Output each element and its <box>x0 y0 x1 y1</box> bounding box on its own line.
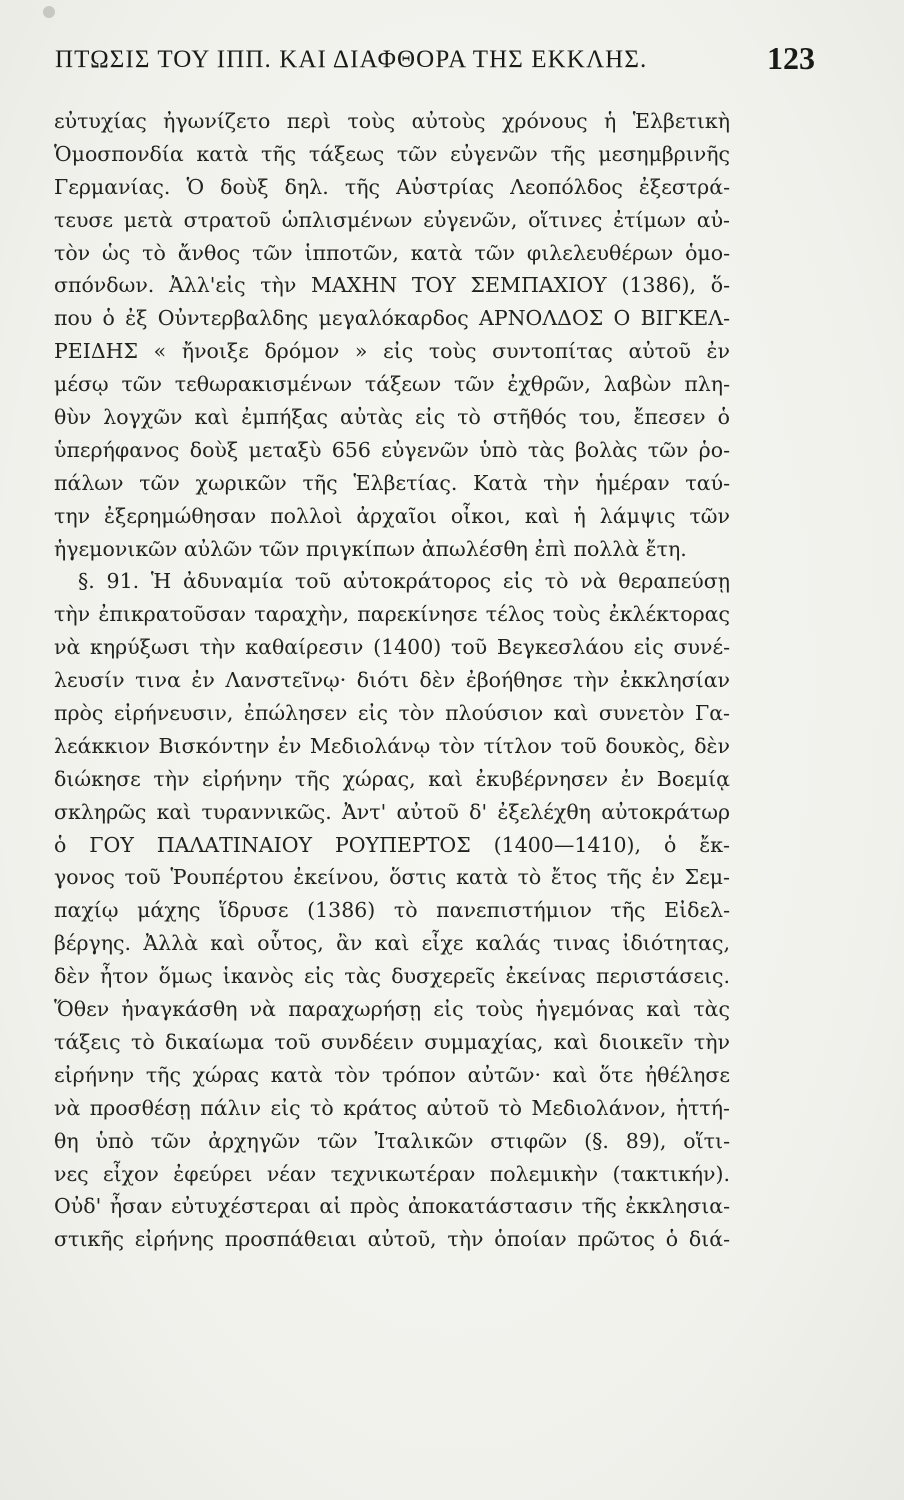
text-line: νες εἶχον ἐφεύρει νέαν τεχνικωτέραν πολεμικὴν (τακτικήν). <box>54 1161 730 1186</box>
text-line: Γερμανίας. Ὁ δοὺξ δηλ. τῆς Αὐστρίας Λεοπόλδος ἐξεστρά- <box>54 174 730 199</box>
text-line: δὲν ἦτον ὅμως ἱκανὸς εἰς τὰς δυσχερεῖς ἐκείνας περιστάσεις. <box>54 964 730 989</box>
section-start-line: §. 91. Ἡ ἀδυναμία τοῦ αὐτοκράτορος εἰς τὸ νὰ θεραπεύσῃ <box>78 569 730 594</box>
text-line: εἰρήνην τῆς χώρας κατὰ τὸν τρόπον αὐτῶν· καὶ ὅτε ἠθέλησε <box>54 1062 730 1087</box>
text-line: τευσε μετὰ στρατοῦ ὡπλισμένων εὐγενῶν, οἵτινες ἐτίμων αὐ- <box>54 207 730 232</box>
text-line: τάξεις τὸ δικαίωμα τοῦ συνδέειν συμμαχίας, καὶ διοικεῖν τὴν <box>54 1029 730 1054</box>
text-line: ἡγεμονικῶν αὐλῶν τῶν πριγκίπων ἀπωλέσθη ἐπὶ πολλὰ ἔτη. <box>54 536 687 561</box>
text-line: μέσῳ τῶν τεθωρακισμένων τάξεων τῶν ἐχθρῶν, λαβὼν πλη- <box>54 372 730 397</box>
text-line: βέργης. Ἀλλὰ καὶ οὗτος, ἂν καὶ εἶχε καλάς τινας ἰδιότητας, <box>54 931 730 956</box>
text-line: τὴν ἐπικρατοῦσαν ταραχὴν, παρεκίνησε τέλος τοὺς ἐκλέκτορας <box>54 602 730 627</box>
text-line: τὸν ὡς τὸ ἄνθος τῶν ἱπποτῶν, κατὰ τῶν φιλελευθέρων ὁμο- <box>54 240 730 265</box>
page-number: 123 <box>767 40 815 76</box>
text-line: εὐτυχίας ἠγωνίζετο περὶ τοὺς αὐτοὺς χρόνους ἡ Ἑλβετικὴ <box>54 109 730 133</box>
text-line: σκληρῶς καὶ τυραννικῶς. Ἀντ' αὐτοῦ δ' ἐξελέχθη αὐτοκράτωρ <box>54 799 730 824</box>
text-line: ὑπερήφανος δοὺξ μεταξὺ 656 εὐγενῶν ὑπὸ τὰς βολὰς τῶν ῥο- <box>54 437 730 462</box>
text-line: λευσίν τινα ἐν Λανστεῖνῳ· διότι δὲν ἐβοήθησε τὴν ἐκκλησίαν <box>54 668 730 693</box>
text-line: Οὐδ' ἦσαν εὐτυχέστεραι αἱ πρὸς ἀποκατάστασιν τῆς ἐκκλησια- <box>54 1194 730 1219</box>
text-line: Ὅθεν ἠναγκάσθη νὰ παραχωρήσῃ εἰς τοὺς ἡγεμόνας καὶ τὰς <box>54 997 730 1022</box>
text-line: λεάκκιον Βισκόντην ἐν Μεδιολάνῳ τὸν τίτλον τοῦ δουκὸς, δὲν <box>54 733 730 758</box>
text-line: που ὁ ἐξ Οὐντερβαλδης μεγαλόκαρδος ΑΡΝΟΛΔΟΣ Ο ΒΙΓΚΕΛ- <box>54 306 730 331</box>
text-line: Ὁμοσπονδία κατὰ τῆς τάξεως τῶν εὐγενῶν τῆς μεσημβρινῆς <box>54 141 730 166</box>
text-line: ΡΕΙΔΗΣ « ἤνοιξε δρόμον » εἰς τοὺς συντοπίτας αὐτοῦ ἐν <box>54 339 730 364</box>
page-header <box>55 40 815 86</box>
text-line: θη ὑπὸ τῶν ἀρχηγῶν τῶν Ἰταλικῶν στιφῶν (§. 89), οἵτι- <box>54 1128 730 1153</box>
text-line: παχίῳ μάχης ἵδρυσε (1386) τὸ πανεπιστήμιον τῆς Εἰδελ- <box>54 898 730 923</box>
text-line: θὺν λογχῶν καὶ ἐμπήξας αὐτὰς εἰς τὸ στῆθός του, ἔπεσεν ὁ <box>54 405 730 430</box>
text-line: πάλων τῶν χωρικῶν τῆς Ἑλβετίας. Κατὰ τὴν ἡμέραν ταύ- <box>54 470 730 495</box>
text-line: στικῆς εἰρήνης προσπάθειαι αὐτοῦ, τὴν ὁποίαν πρῶτος ὁ διά- <box>54 1227 730 1252</box>
text-line: διώκησε τὴν εἰρήνην τῆς χώρας, καὶ ἐκυβέρνησεν ἐν Βοεμίᾳ <box>54 766 730 791</box>
text-line: σπόνδων. Ἀλλ'εἰς τὴν ΜΑΧΗΝ ΤΟΥ ΣΕΜΠΑΧΙΟΥ (1386), ὅ- <box>54 273 730 298</box>
text-line: γονος τοῦ Ῥουπέρτου ἐκείνου, ὅστις κατὰ τὸ ἔτος τῆς ἐν Σεμ- <box>54 865 730 890</box>
ink-blot <box>43 6 55 18</box>
text-line: ὁ ΓΟΥ ΠΑΛΑΤΙΝΑΙΟΥ ΡΟΥΠΕΡΤΟΣ (1400—1410), ὁ ἔκ- <box>54 832 730 857</box>
text-line: νὰ προσθέσῃ πάλιν εἰς τὸ κράτος αὐτοῦ τὸ Μεδιολάνον, ἡττή- <box>54 1095 730 1120</box>
text-line: την ἐξερημώθησαν πολλοὶ ἀρχαῖοι οἶκοι, καὶ ἡ λάμψις τῶν <box>54 503 730 528</box>
running-head: ΠΤΩΣΙΣ ΤΟΥ ΙΠΠ. ΚΑΙ ΔΙΑΦΘΟΡΑ ΤΗΣ ΕΚΚΛΗΣ. <box>55 46 648 73</box>
text-line: πρὸς εἰρήνευσιν, ἐπώλησεν εἰς τὸν πλούσιον καὶ συνετὸν Γα- <box>54 701 730 726</box>
body-text <box>54 105 730 1256</box>
text-line: νὰ κηρύξωσι τὴν καθαίρεσιν (1400) τοῦ Βεγκεσλάου εἰς συνέ- <box>54 635 730 660</box>
